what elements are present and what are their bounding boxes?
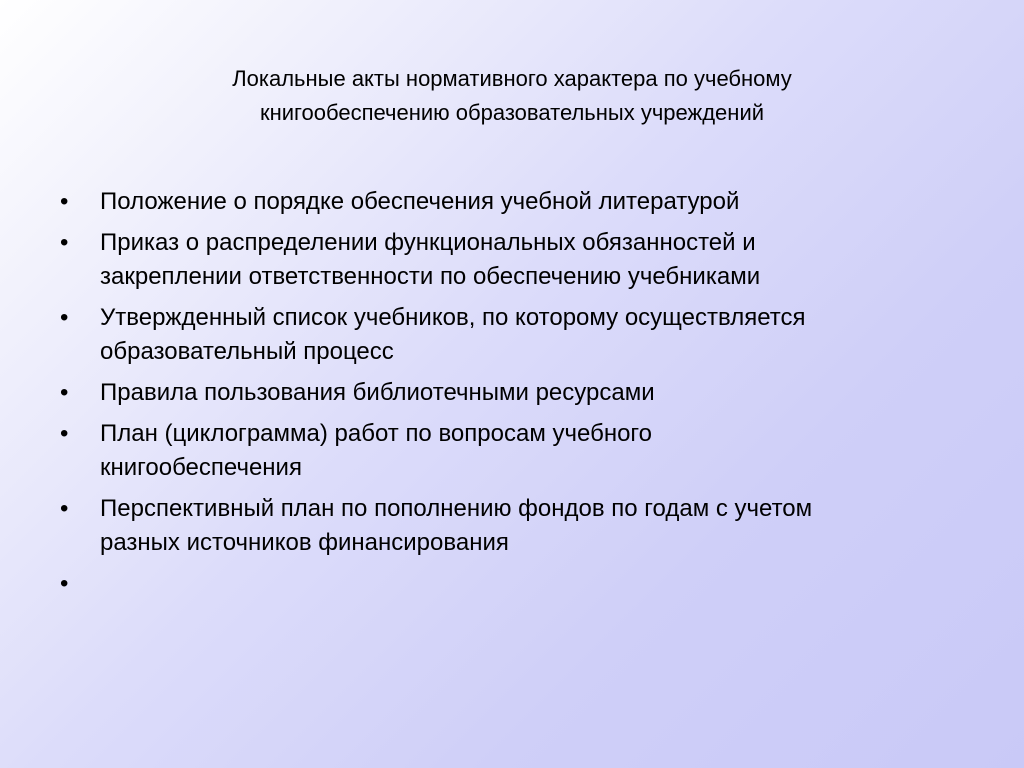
bullet-text-line-1: Перспективный план по пополнению фондов по годам с учетом: [100, 495, 813, 522]
title-line-1: Локальные акты нормативного характера по учебному: [232, 66, 792, 91]
bullet-icon: •: [60, 188, 69, 215]
slide-title: [0, 62, 1024, 130]
bullet-icon: •: [60, 420, 69, 447]
bullet-text: Положение о порядке обеспечения учебной литературой: [100, 188, 740, 215]
bullet-text-line-2: книгообеспечения: [100, 454, 302, 481]
bullet-text-line-1: Приказ о распределении функциональных обязанностей и: [100, 229, 756, 256]
title-line-2: книгообеспечению образовательных учреждений: [259, 100, 765, 125]
bullet-text-line-2: разных источников финансирования: [100, 529, 509, 556]
bullet-text: Правила пользования библиотечными ресурсами: [100, 379, 655, 406]
bullet-text-line-2: образовательный процесс: [100, 338, 394, 365]
bullet-icon: •: [60, 304, 69, 331]
bullet-icon: •: [60, 570, 69, 597]
bullet-text-line-1: Утвержденный список учебников, по которому осуществляется: [100, 304, 806, 331]
bullet-item-6: [60, 492, 980, 560]
bullet-item-3: [60, 301, 980, 369]
bullet-item-2: [60, 226, 980, 294]
bullet-list: [60, 185, 980, 608]
bullet-item-5: [60, 417, 980, 485]
bullet-item-1: [60, 185, 980, 219]
bullet-item-4: [60, 376, 980, 410]
bullet-item-7-empty: [60, 567, 980, 601]
bullet-icon: •: [60, 379, 69, 406]
bullet-icon: •: [60, 495, 69, 522]
bullet-icon: •: [60, 229, 69, 256]
bullet-text-line-2: закреплении ответственности по обеспечению учебниками: [100, 263, 761, 290]
bullet-text-line-1: План (циклограмма) работ по вопросам учебного: [100, 420, 652, 447]
